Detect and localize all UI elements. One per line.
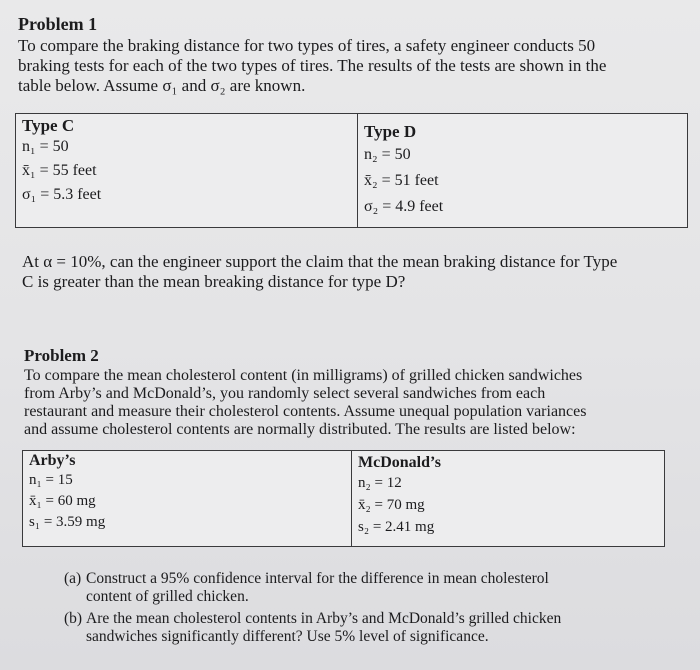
mcdonalds-n: n₂ = 12 bbox=[358, 475, 402, 491]
mcdonalds-column bbox=[352, 451, 665, 547]
problem2-intro-line: To compare the mean cholesterol content (in milligrams) of grilled chicken sandwiches bbox=[24, 367, 583, 384]
type-c-n: n₁ = 50 bbox=[22, 138, 69, 155]
arbys-n: n₁ = 15 bbox=[29, 472, 73, 488]
item-b bbox=[64, 610, 684, 646]
problem1-intro-line: table below. Assume σ₁ and σ₂ are known. bbox=[18, 76, 306, 95]
mcdonalds-mean: x̄₂ = 70 mg bbox=[358, 497, 425, 513]
problem2-intro-line: restaurant and measure their cholesterol contents. Assume unequal population variances bbox=[24, 403, 587, 420]
item-b-line: sandwiches significantly different? Use 5% level of significance. bbox=[86, 628, 489, 645]
item-a-label: (a) bbox=[64, 570, 82, 587]
arbys-column bbox=[23, 451, 352, 547]
type-d-header: Type D bbox=[364, 122, 417, 141]
problem1-question-line: At α = 10%, can the engineer support the claim that the mean braking distance for Type bbox=[22, 252, 618, 271]
problem1-table bbox=[15, 113, 688, 228]
item-b-line: Are the mean cholesterol contents in Arby’s and McDonald’s grilled chicken bbox=[86, 610, 562, 627]
item-b-label: (b) bbox=[64, 610, 83, 627]
type-d-column bbox=[358, 114, 688, 228]
type-d-n: n₂ = 50 bbox=[364, 146, 411, 163]
problem1-intro-line: To compare the braking distance for two types of tires, a safety engineer conducts 50 bbox=[18, 36, 596, 55]
arbys-mean: x̄₁ = 60 mg bbox=[29, 493, 96, 509]
problem2-title: Problem 2 bbox=[24, 346, 99, 365]
problem1-question bbox=[22, 252, 692, 292]
item-a-line: content of grilled chicken. bbox=[86, 588, 249, 605]
item-a bbox=[64, 570, 684, 606]
problem1-question-line: C is greater than the mean breaking distance for type D? bbox=[22, 272, 406, 291]
problem2-intro-line: and assume cholesterol contents are normally distributed. The results are listed below: bbox=[24, 421, 576, 438]
type-d-sd: σ₂ = 4.9 feet bbox=[364, 198, 444, 215]
type-c-header: Type C bbox=[22, 116, 75, 135]
problem2-intro-line: from Arby’s and McDonald’s, you randomly select several sandwiches from each bbox=[24, 385, 546, 402]
type-c-column bbox=[16, 114, 358, 228]
mcdonalds-header: McDonald’s bbox=[358, 454, 441, 471]
type-d-mean: x̄₂ = 51 feet bbox=[364, 172, 439, 189]
problem2-table bbox=[22, 450, 665, 547]
type-c-sd: σ₁ = 5.3 feet bbox=[22, 186, 102, 203]
problem1-intro-line: braking tests for each of the two types of tires. The results of the tests are shown in the bbox=[18, 56, 607, 75]
type-c-mean: x̄₁ = 55 feet bbox=[22, 162, 97, 179]
arbys-header: Arby’s bbox=[29, 452, 76, 469]
problem1-intro bbox=[18, 36, 688, 96]
problem2-items bbox=[64, 570, 684, 646]
mcdonalds-sd: s₂ = 2.41 mg bbox=[358, 519, 435, 535]
problem1-title: Problem 1 bbox=[18, 14, 98, 34]
problem2-intro bbox=[24, 367, 694, 439]
arbys-sd: s₁ = 3.59 mg bbox=[29, 514, 106, 530]
item-a-line: Construct a 95% confidence interval for the difference in mean cholesterol bbox=[86, 570, 549, 587]
